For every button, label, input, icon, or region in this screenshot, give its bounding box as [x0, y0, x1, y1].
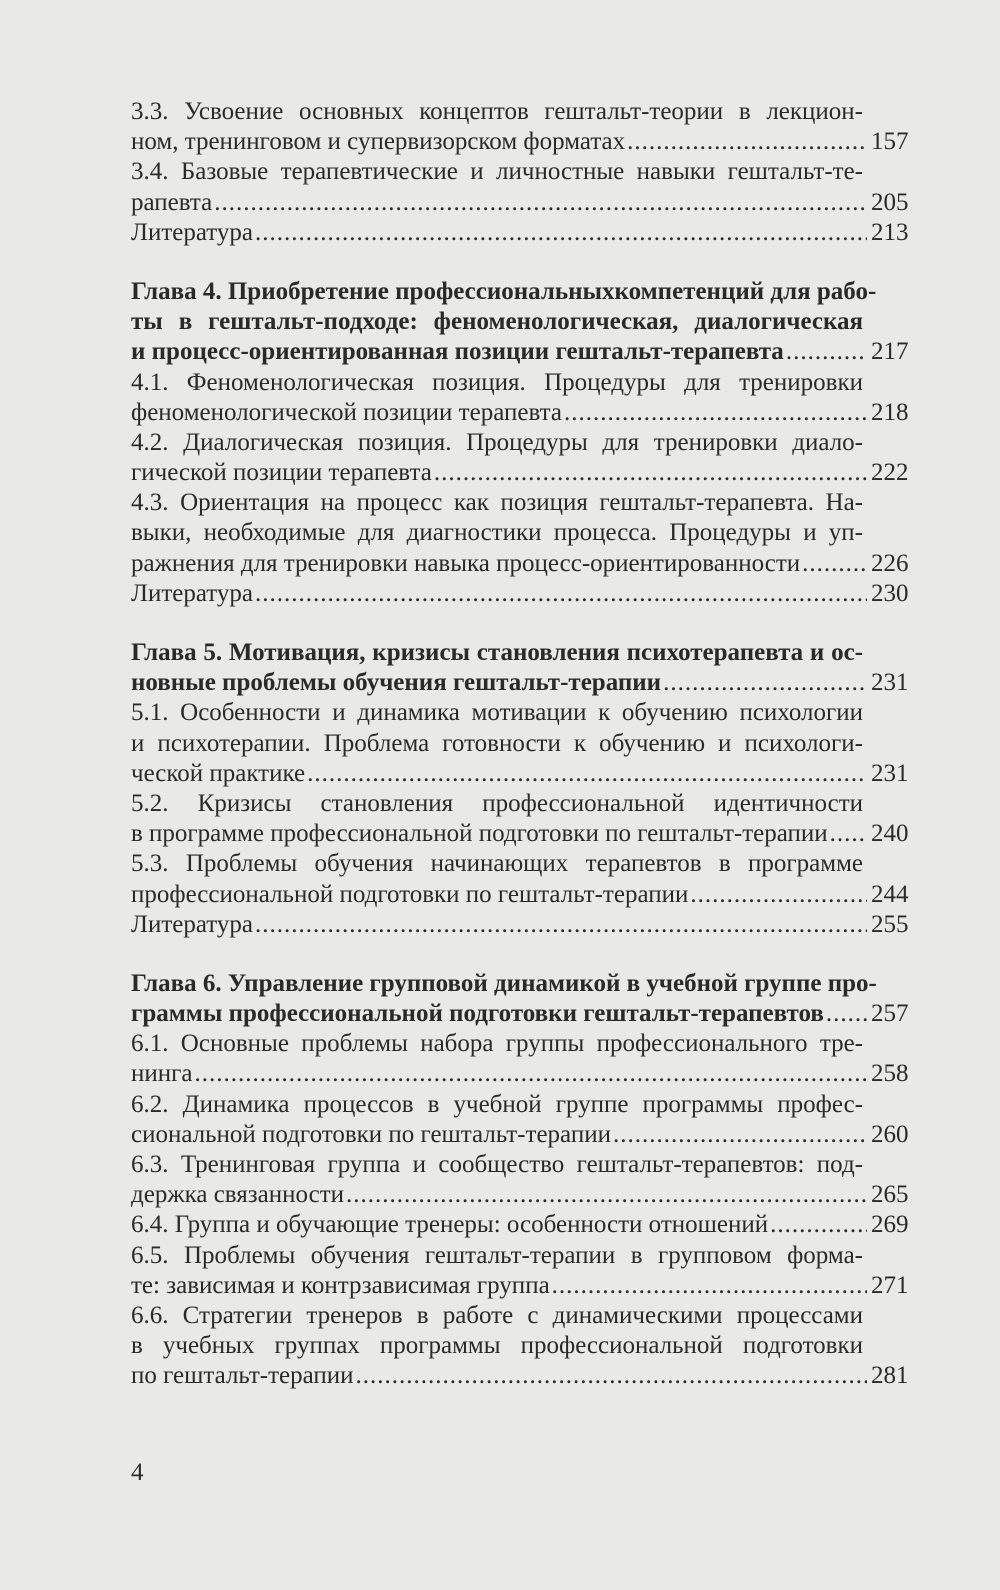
toc-entry-text: и психотерапии. Проблема готовности к обучению и психологи- [131, 729, 863, 757]
toc-chapter-entry [131, 969, 931, 1029]
toc-page-number: 244 [871, 880, 909, 908]
toc-entry-last-line [131, 999, 931, 1029]
toc-entry [131, 1150, 931, 1210]
toc-page-number: 213 [871, 218, 909, 246]
toc-entry-text: 5.3. Проблемы обучения начинающих терапевтов в программе [131, 850, 863, 878]
dot-leader [346, 1180, 867, 1210]
toc-entry-text: 6.2. Динамика процессов в учебной группе программы профес- [131, 1090, 863, 1118]
toc-entry-text: 5.1. Особенности и динамика мотивации к обучению психологии [131, 699, 863, 727]
toc-entry [131, 849, 931, 909]
toc-chapter-entry [131, 277, 931, 368]
toc-entry [131, 1210, 931, 1240]
toc-entry [131, 1090, 931, 1150]
toc-entry-text: Литература [131, 579, 253, 607]
table-of-contents [131, 97, 931, 1392]
toc-page-number: 258 [871, 1060, 909, 1088]
toc-entry-text: 6.3. Тренинговая группа и сообщество гештальт-терапевтов: под- [131, 1151, 863, 1178]
toc-entry-text: ты в гештальт-подходе: феноменологическая, диалогическая [131, 308, 863, 336]
toc-entry-last-line [131, 819, 931, 849]
toc-entry-text: профессиональной подготовки по гештальт-терапии [131, 880, 689, 908]
toc-page-number: 260 [871, 1120, 909, 1148]
toc-entry-text: граммы профессиональной подготовки гештальт-терапевтов [131, 1000, 824, 1028]
toc-entry-text: нинга [131, 1060, 193, 1088]
toc-entry-text: 6.4. Группа и обучающие тренеры: особенности отношений [131, 1211, 769, 1239]
toc-entry [131, 1241, 931, 1301]
toc-entry-text: 6.1. Основные проблемы набора группы профессионального тре- [131, 1030, 863, 1058]
section-gap [131, 609, 931, 638]
toc-entry-text: ческой практике [131, 759, 306, 787]
toc-entry-last-line [131, 910, 931, 940]
dot-leader [214, 188, 867, 218]
toc-entry-text: Глава 5. Мотивация, кризисы становления психотерапевта и ос- [131, 639, 863, 666]
toc-entry-text: феноменологической позиции терапевта [131, 398, 562, 426]
toc-entry-last-line [131, 398, 931, 428]
dot-leader [802, 549, 867, 579]
dot-leader [690, 880, 867, 910]
toc-entry [131, 428, 931, 488]
toc-entry [131, 368, 931, 428]
toc-entry-last-line [131, 579, 931, 609]
toc-entry-text: рапевта [131, 188, 213, 216]
dot-leader [613, 1120, 867, 1150]
dot-leader [434, 458, 867, 488]
section-gap [131, 940, 931, 969]
toc-entry-last-line [131, 337, 931, 367]
toc-page-number: 255 [871, 910, 909, 938]
toc-entry-text: 4.3. Ориентация на процесс как позиция гештальт-терапевта. На- [131, 489, 863, 517]
toc-entry-last-line [131, 1059, 931, 1089]
dot-leader [663, 668, 867, 698]
toc-entry [131, 97, 931, 157]
toc-entry-last-line [131, 1210, 931, 1240]
toc-entry-text: в программе профессиональной подготовки по гештальт-терапии [131, 820, 828, 848]
toc-entry-last-line [131, 188, 931, 218]
toc-entry [131, 488, 931, 579]
dot-leader [255, 579, 867, 609]
toc-page-number: 157 [871, 128, 909, 156]
toc-page-number: 217 [871, 338, 909, 366]
dot-leader [195, 1059, 868, 1089]
toc-entry-last-line [131, 127, 931, 157]
toc-entry [131, 579, 931, 609]
toc-entry [131, 1301, 931, 1392]
toc-entry-last-line [131, 668, 931, 698]
toc-page-number: 222 [871, 459, 909, 487]
dot-leader [786, 337, 867, 367]
toc-entry-last-line [131, 1180, 931, 1210]
toc-entry-last-line [131, 759, 931, 789]
toc-page-number: 218 [871, 398, 909, 426]
toc-entry-last-line [131, 1271, 931, 1301]
dot-leader [307, 759, 867, 789]
toc-entry-text: 3.3. Усвоение основных концептов гештальт-теории в лекцион- [131, 98, 863, 125]
toc-page-number: 281 [871, 1362, 909, 1390]
toc-chapter-entry [131, 638, 931, 698]
toc-entry-last-line [131, 458, 931, 488]
dot-leader [564, 398, 867, 428]
toc-entry-text: держка связанности [131, 1181, 345, 1209]
dot-leader [255, 910, 867, 940]
toc-entry [131, 157, 931, 217]
toc-entry-text: 6.6. Стратегии тренеров в работе с динамическими процессами [131, 1301, 863, 1329]
toc-page-number: 231 [871, 759, 909, 787]
toc-entry-text: Глава 6. Управление групповой динамикой в учебной группе про- [131, 969, 877, 997]
toc-entry-text: ном, тренинговом и супервизорском форматах [131, 128, 626, 156]
dot-leader [255, 218, 867, 248]
section-gap [131, 248, 931, 277]
toc-entry-last-line [131, 1120, 931, 1150]
toc-entry-text: Литература [131, 910, 253, 938]
dot-leader [627, 127, 867, 157]
toc-page-number: 205 [871, 188, 909, 216]
toc-page-number: 269 [871, 1211, 909, 1239]
toc-entry-text: сиональной подготовки по гештальт-терапии [131, 1120, 611, 1148]
toc-page-number: 226 [871, 549, 909, 577]
toc-page-number: 231 [871, 669, 909, 697]
toc-page-number: 240 [871, 820, 909, 848]
toc-entry-text: 5.2. Кризисы становления профессиональной идентичности [131, 789, 863, 817]
toc-entry-text: по гештальт-терапии [131, 1362, 354, 1390]
toc-entry-text: те: зависимая и контрзависимая группа [131, 1271, 550, 1299]
toc-entry [131, 698, 931, 789]
toc-entry-last-line [131, 880, 931, 910]
toc-page-number: 230 [871, 579, 909, 607]
toc-entry-text: Глава 4. Приобретение профессиональныхкомпетенций для рабо- [131, 277, 877, 305]
toc-entry-last-line [131, 1361, 931, 1391]
toc-entry-text: 4.1. Феноменологическая позиция. Процедуры для тренировки [131, 368, 863, 396]
toc-entry-text: выки, необходимые для диагностики процесса. Процедуры и уп- [131, 519, 863, 547]
toc-entry-text: 3.4. Базовые терапевтические и личностные навыки гештальт-те- [131, 158, 863, 186]
toc-entry-last-line [131, 218, 931, 248]
dot-leader [552, 1271, 867, 1301]
toc-entry-text: ражнения для тренировки навыка процесс-ориентированности [131, 549, 801, 577]
dot-leader [830, 819, 867, 849]
toc-entry-text: Литература [131, 218, 253, 246]
dot-leader [770, 1210, 867, 1240]
toc-entry [131, 910, 931, 940]
dot-leader [356, 1361, 867, 1391]
toc-entry-text: новные проблемы обучения гештальт-терапии [131, 669, 662, 697]
toc-entry-text: 4.2. Диалогическая позиция. Процедуры для тренировки диало- [131, 428, 863, 456]
dot-leader [826, 999, 867, 1029]
toc-page-number: 265 [871, 1181, 909, 1209]
toc-entry-text: в учебных группах программы профессиональной подготовки [131, 1332, 863, 1360]
toc-entry-text: и процесс-ориентированная позиции гештальт-терапевта [131, 338, 784, 366]
toc-page-number: 271 [871, 1271, 909, 1299]
toc-entry [131, 789, 931, 849]
toc-entry-last-line [131, 549, 931, 579]
page-number: 4 [131, 1459, 144, 1486]
toc-entry [131, 218, 931, 248]
toc-entry [131, 1029, 931, 1089]
toc-page-number: 257 [871, 1000, 909, 1028]
toc-entry-text: 6.5. Проблемы обучения гештальт-терапии в групповом форма- [131, 1241, 863, 1269]
toc-entry-text: гической позиции терапевта [131, 459, 432, 487]
